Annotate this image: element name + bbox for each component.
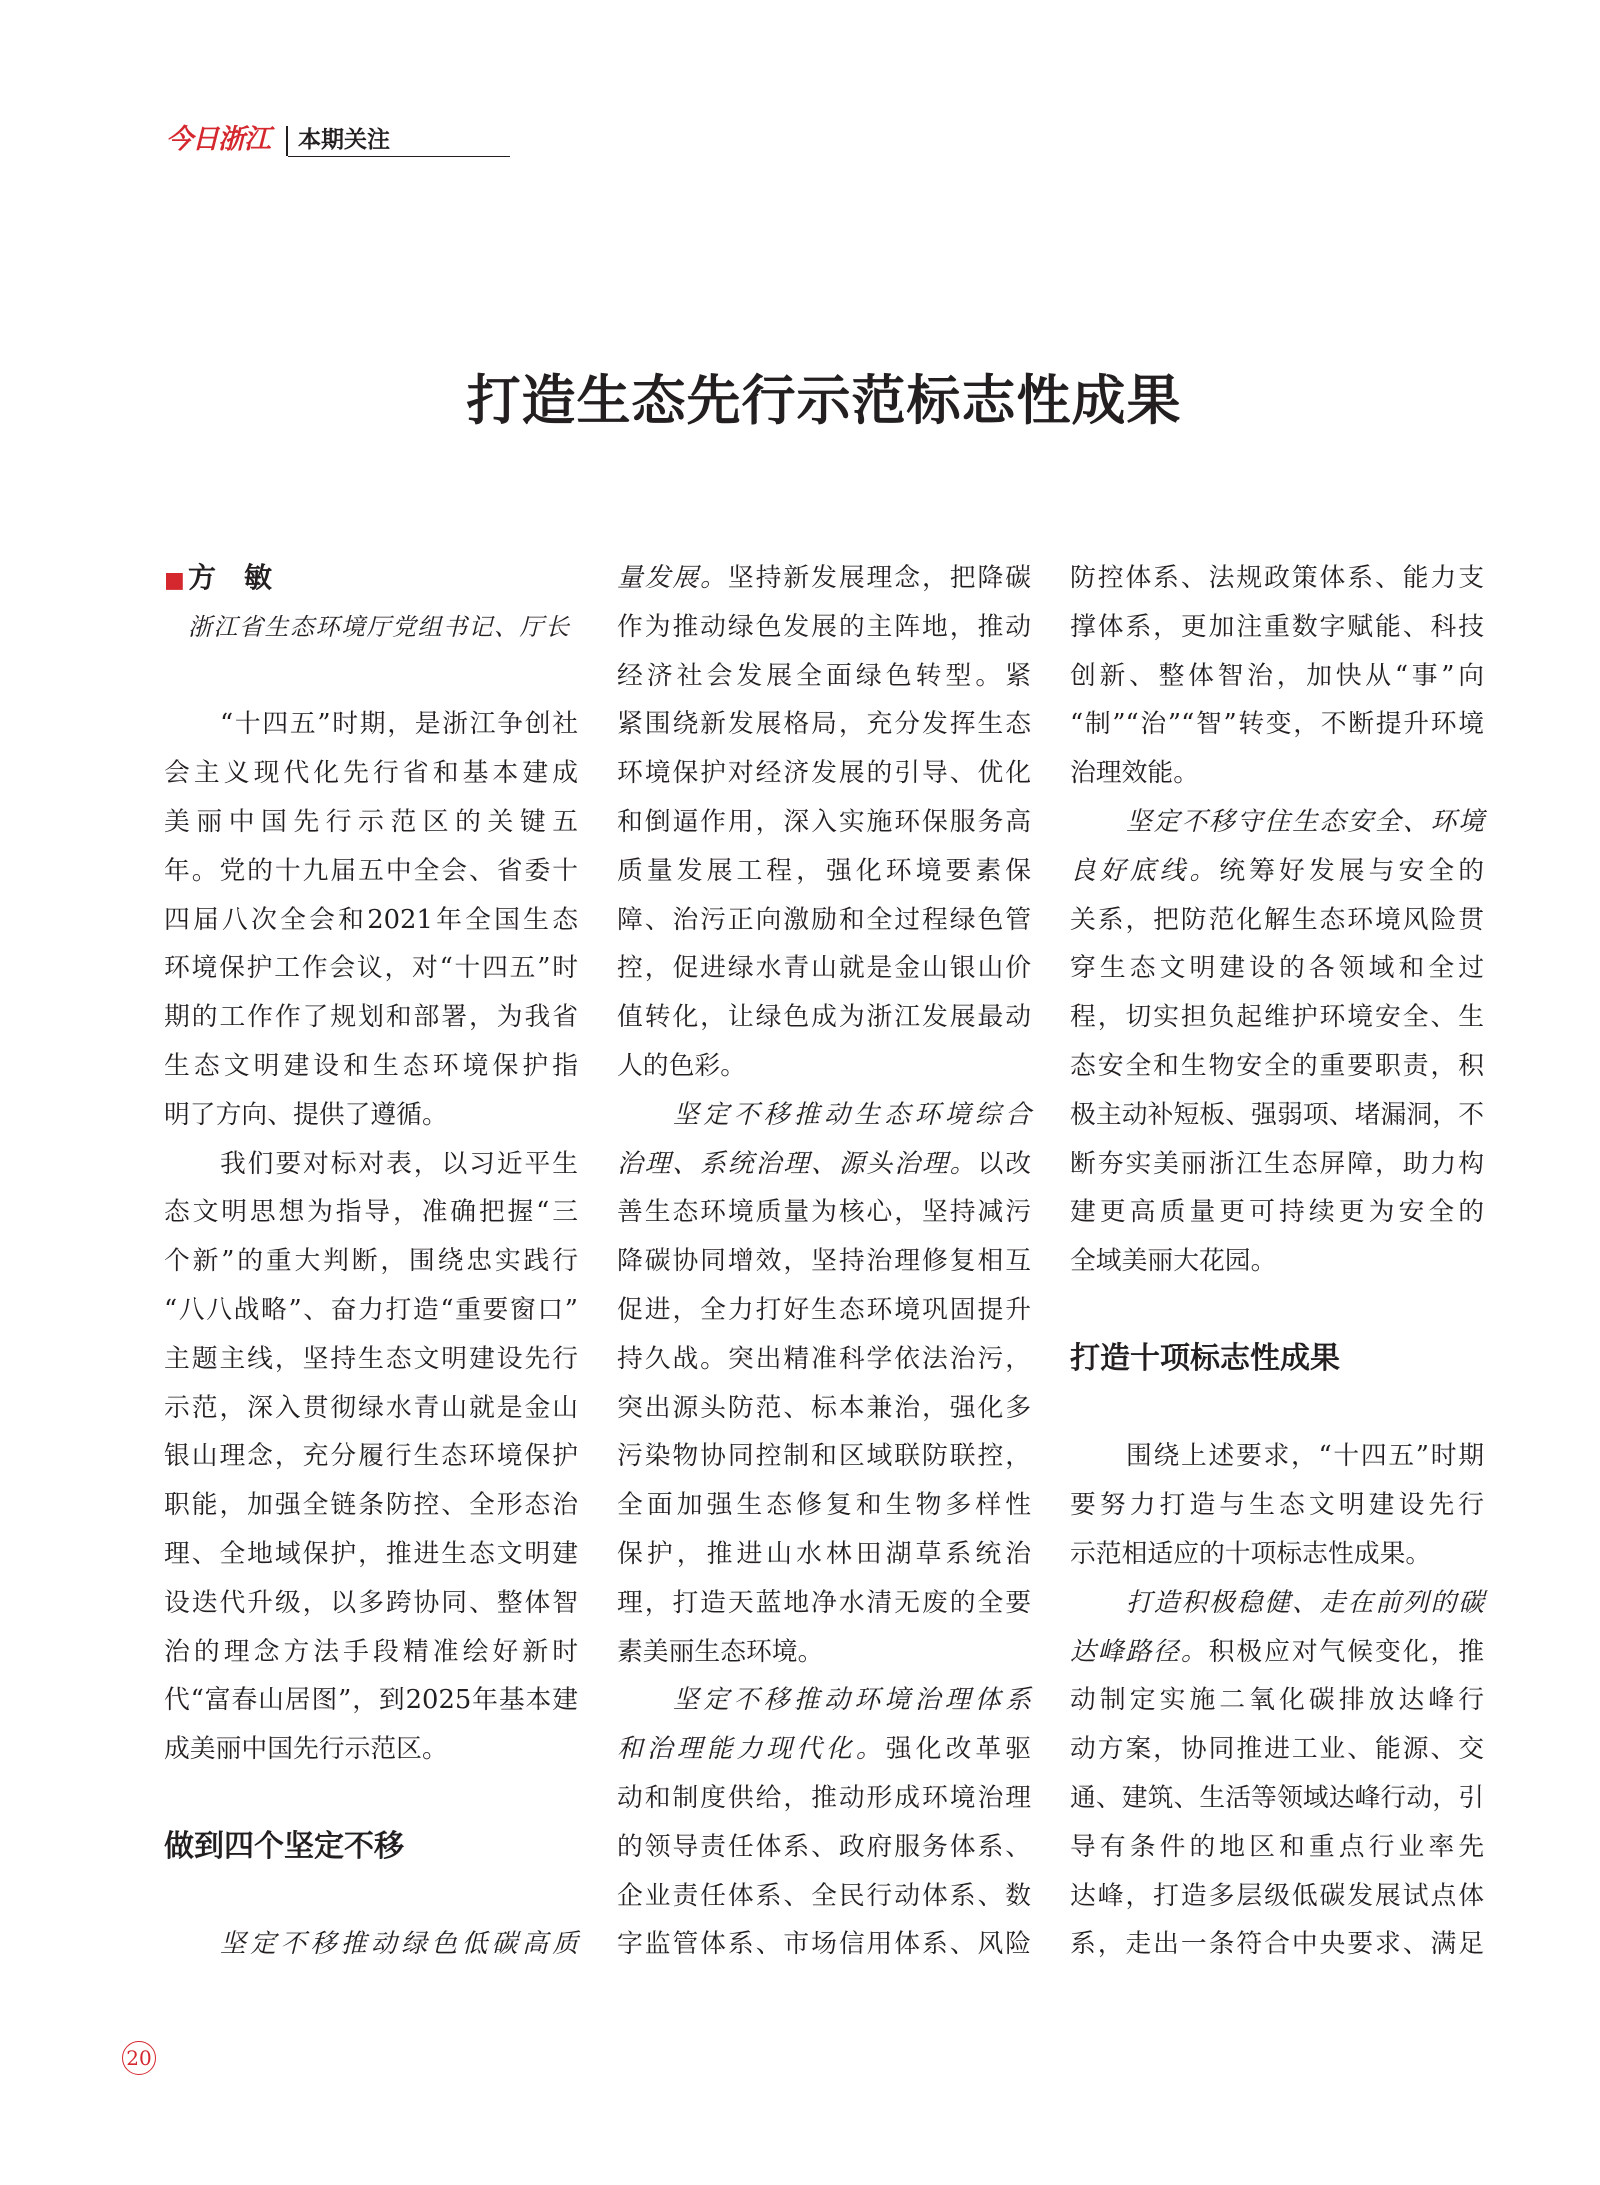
text-line (617, 1091, 1031, 1140)
text-line: 善生态环境质量为核心，坚持减污 (617, 1197, 1031, 1228)
text-line: 示范，深入贯彻绿水青山就是金山 (164, 1392, 578, 1423)
text-line: 达峰，打造多层级低碳发展试点体 (1070, 1880, 1484, 1911)
text-line: 态安全和生物安全的重要职责，积 (1070, 1050, 1484, 1081)
text-line: 素美丽生态环境。 (617, 1636, 824, 1667)
text-line: 紧围绕新发展格局，充分发挥生态 (617, 709, 1031, 740)
lead-in-phrase: 治理、系统治理、源头治理。 (617, 1148, 978, 1179)
text-run: 强化改革驱 (885, 1734, 1031, 1765)
section-heading: 打造十项标志性成果 (1070, 1340, 1340, 1376)
lead-in-phrase: 量发展。 (617, 563, 728, 593)
paragraph (1070, 554, 1484, 798)
text-line: 创新、整体智治，加快从“事”向 (1070, 660, 1484, 691)
text-run: 坚持新发展理念，把降碳 (727, 563, 1031, 593)
text-line: 促进，全力打好生态环境巩固提升 (617, 1294, 1031, 1325)
lead-in-phrase: 坚定不移推动环境治理体系 (673, 1685, 1031, 1716)
text-run: 积极应对气候变化，推 (1208, 1636, 1484, 1667)
section-label: 本期关注 (298, 127, 390, 153)
article-column-1 (164, 554, 578, 1969)
text-line: 企业责任体系、全民行动体系、数 (617, 1880, 1031, 1911)
text-line: 极主动补短板、强弱项、堵漏洞，不 (1070, 1099, 1484, 1130)
text-line: 治的理念方法手段精准绘好新时 (164, 1636, 578, 1667)
lead-in-phrase: 坚定不移推动生态环境综合 (673, 1099, 1031, 1130)
text-line: 环境保护对经济发展的引导、优化 (617, 758, 1031, 789)
text-line: 建更高质量更可持续更为安全的 (1070, 1197, 1484, 1228)
text-line (1070, 798, 1484, 847)
paragraph (1070, 798, 1484, 1286)
text-line: “十四五”时期，是浙江争创社 (220, 709, 578, 740)
text-line (1070, 1628, 1484, 1677)
text-line: 保护，推进山水林田湖草系统治 (617, 1538, 1031, 1569)
text-line: 四届八次全会和2021年全国生态 (164, 904, 578, 935)
article-title: 打造生态先行示范标志性成果 (466, 368, 1182, 432)
author-name: 方 敏 (188, 561, 273, 594)
text-line (617, 1140, 1031, 1189)
text-line (164, 1920, 578, 1969)
text-line: 质量发展工程，强化环境要素保 (617, 855, 1031, 886)
text-line: “八八战略”、奋力打造“重要窗口” (164, 1294, 578, 1325)
text-line: 围绕上述要求，“十四五”时期 (1126, 1441, 1484, 1472)
text-line: 降碳协同增效，坚持治理修复相互 (617, 1246, 1031, 1277)
text-line: 年。党的十九届五中全会、省委十 (164, 855, 578, 886)
text-line: 作为推动绿色发展的主阵地，推动 (617, 611, 1031, 642)
text-line: 值转化，让绿色成为浙江发展最动 (617, 1002, 1031, 1033)
text-line: 通、建筑、生活等领域达峰行动，引 (1070, 1782, 1484, 1813)
text-line: 污染物协同控制和区域联防联控， (617, 1441, 1031, 1472)
byline-marker-icon: ■ (164, 568, 185, 593)
text-line: 防控体系、法规政策体系、能力支 (1070, 563, 1484, 593)
paragraph (164, 1920, 578, 1969)
text-line: 代“富春山居图”，到2025年基本建 (164, 1685, 578, 1716)
text-line: 动制定实施二氧化碳排放达峰行 (1070, 1685, 1484, 1716)
text-line: 要努力打造与生态文明建设先行 (1070, 1490, 1484, 1521)
text-line: 控，促进绿水青山就是金山银山价 (617, 953, 1031, 984)
paragraph (1070, 1579, 1484, 1969)
text-run: 统筹好发展与安全的 (1219, 855, 1484, 886)
text-line: 程，切实担负起维护环境安全、生 (1070, 1002, 1484, 1033)
paragraph (1070, 1432, 1484, 1578)
text-line: “制”“治”“智”转变，不断提升环境 (1070, 709, 1484, 740)
text-run: 以改 (977, 1148, 1031, 1179)
text-line: 撑体系，更加注重数字赋能、科技 (1070, 611, 1484, 642)
text-line: 系，走出一条符合中央要求、满足 (1070, 1929, 1484, 1960)
text-line (1070, 847, 1484, 896)
text-line: 人的色彩。 (617, 1050, 746, 1081)
text-line: 职能，加强全链条防控、全形态治 (164, 1490, 578, 1521)
text-line: 障、治污正向激励和全过程绿色管 (617, 904, 1031, 935)
text-line: 持久战。突出精准科学依法治污， (617, 1343, 1031, 1374)
text-line: 美丽中国先行示范区的关键五 (164, 806, 578, 837)
text-line: 成美丽中国先行示范区。 (164, 1734, 448, 1765)
text-line: 主题主线，坚持生态文明建设先行 (164, 1343, 578, 1374)
lead-in-phrase: 坚定不移守住生态安全、环境 (1126, 806, 1484, 837)
text-line: 我们要对标对表，以习近平生 (220, 1148, 578, 1179)
text-line: 理，打造天蓝地净水清无废的全要 (617, 1587, 1031, 1618)
text-line (617, 1725, 1031, 1774)
page-number: 20 (122, 2041, 156, 2075)
text-line (617, 554, 1031, 603)
text-line: 理、全地域保护，推进生态文明建 (164, 1538, 578, 1569)
text-line: 的领导责任体系、政府服务体系、 (617, 1831, 1031, 1862)
text-line: 个新”的重大判断，围绕忠实践行 (164, 1246, 578, 1277)
text-line: 突出源头防范、标本兼治，强化多 (617, 1392, 1031, 1423)
paragraph (164, 1140, 578, 1774)
text-line: 会主义现代化先行省和基本建成 (164, 758, 578, 789)
text-line: 明了方向、提供了遵循。 (164, 1099, 448, 1130)
text-line: 动和制度供给，推动形成环境治理 (617, 1782, 1031, 1813)
text-line: 动方案，协同推进工业、能源、交 (1070, 1734, 1484, 1765)
article-column-2 (617, 554, 1031, 1969)
text-line: 银山理念，充分履行生态环境保护 (164, 1441, 578, 1472)
text-line: 穿生态文明建设的各领域和全过 (1070, 953, 1484, 984)
text-line: 关系，把防范化解生态环境风险贯 (1070, 904, 1484, 935)
text-line: 示范相适应的十项标志性成果。 (1070, 1538, 1432, 1569)
text-line (617, 1676, 1031, 1725)
header-divider (286, 126, 288, 156)
text-line: 态文明思想为指导，准确把握“三 (164, 1197, 578, 1228)
text-line: 断夯实美丽浙江生态屏障，助力构 (1070, 1148, 1484, 1179)
magazine-logo: 今日浙江 (166, 124, 270, 155)
text-line: 治理效能。 (1070, 758, 1199, 789)
lead-in-phrase: 达峰路径。 (1070, 1636, 1209, 1667)
author-affiliation: 浙江省生态环境厅党组书记、厅长 (188, 612, 571, 641)
text-line: 设迭代升级，以多跨协同、整体智 (164, 1587, 578, 1618)
paragraph (617, 1676, 1031, 1969)
text-line: 导有条件的地区和重点行业率先 (1070, 1831, 1484, 1862)
lead-in-phrase: 打造积极稳健、走在前列的碳 (1126, 1587, 1484, 1618)
text-line: 生态文明建设和生态环境保护指 (164, 1050, 578, 1081)
author-byline (164, 554, 578, 603)
text-line: 字监管体系、市场信用体系、风险 (617, 1929, 1031, 1960)
text-line (1070, 1579, 1484, 1628)
paragraph (164, 700, 578, 1139)
text-line: 和倒逼作用，深入实施环保服务高 (617, 806, 1031, 837)
header-rule (288, 156, 510, 157)
text-line: 经济社会发展全面绿色转型。紧 (617, 660, 1031, 691)
paragraph (617, 554, 1031, 1091)
article-column-3 (1070, 554, 1484, 1969)
text-line: 环境保护工作会议，对“十四五”时 (164, 953, 578, 984)
text-line: 全域美丽大花园。 (1070, 1246, 1277, 1277)
lead-in-phrase: 坚定不移推动绿色低碳高质 (220, 1929, 578, 1960)
section-heading: 做到四个坚定不移 (164, 1828, 404, 1864)
paragraph (617, 1091, 1031, 1677)
text-line: 全面加强生态修复和生物多样性 (617, 1490, 1031, 1521)
lead-in-phrase: 良好底线。 (1070, 855, 1220, 886)
text-line: 期的工作作了规划和部署，为我省 (164, 1002, 578, 1033)
lead-in-phrase: 和治理能力现代化。 (617, 1734, 886, 1765)
